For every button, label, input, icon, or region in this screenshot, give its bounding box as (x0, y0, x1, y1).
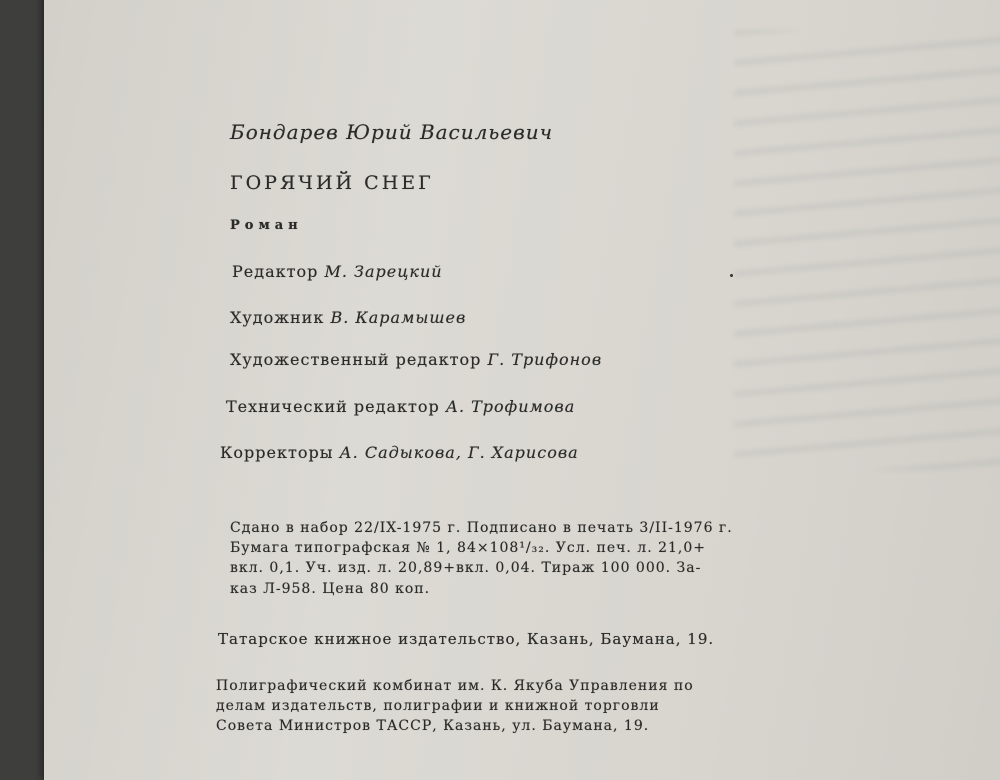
credit-editor (232, 262, 443, 281)
imprint-line: вкл. 0,1. Уч. изд. л. 20,89+вкл. 0,04. Тираж 100 000. За- (230, 560, 702, 576)
credit-artist (230, 308, 466, 327)
printer-line: Совета Министров ТАССР, Казань, ул. Баумана, 19. (216, 718, 650, 734)
imprint-line: каз Л-958. Цена 80 коп. (230, 581, 431, 597)
credit-name: Г. Трифонов (487, 350, 603, 369)
author-name: Бондарев Юрий Васильевич (230, 120, 554, 144)
credit-tech-editor (226, 397, 575, 416)
credit-name: А. Трофимова (445, 397, 576, 416)
ink-speck (730, 274, 733, 277)
genre: Роман (230, 218, 303, 233)
bleed-through-texture (734, 30, 1000, 470)
imprint-line: Сдано в набор 22/IX-1975 г. Подписано в печать 3/II-1976 г. (230, 520, 733, 536)
credit-name: А. Садыкова, Г. Харисова (339, 443, 579, 462)
credit-label: Технический редактор (226, 397, 440, 416)
book-page (44, 0, 1000, 780)
credit-name: В. Карамышев (330, 308, 467, 327)
credit-label: Корректоры (220, 443, 334, 462)
credit-label: Редактор (232, 262, 319, 281)
publisher-line: Татарское книжное издательство, Казань, Баумана, 19. (218, 630, 715, 648)
credit-art-editor (230, 350, 602, 369)
imprint-line: Бумага типографская № 1, 84×108¹/₃₂. Усл. печ. л. 21,0+ (230, 540, 706, 556)
credit-name: М. Зарецкий (324, 262, 443, 281)
printer-line: Полиграфический комбинат им. К. Якуба Управления по (216, 678, 694, 694)
credit-label: Художественный редактор (230, 350, 482, 369)
credit-proofreaders (220, 443, 579, 462)
credit-label: Художник (230, 308, 325, 327)
printer-line: делам издательств, полиграфии и книжной торговли (216, 698, 660, 714)
book-title: ГОРЯЧИЙ СНЕГ (230, 172, 434, 194)
